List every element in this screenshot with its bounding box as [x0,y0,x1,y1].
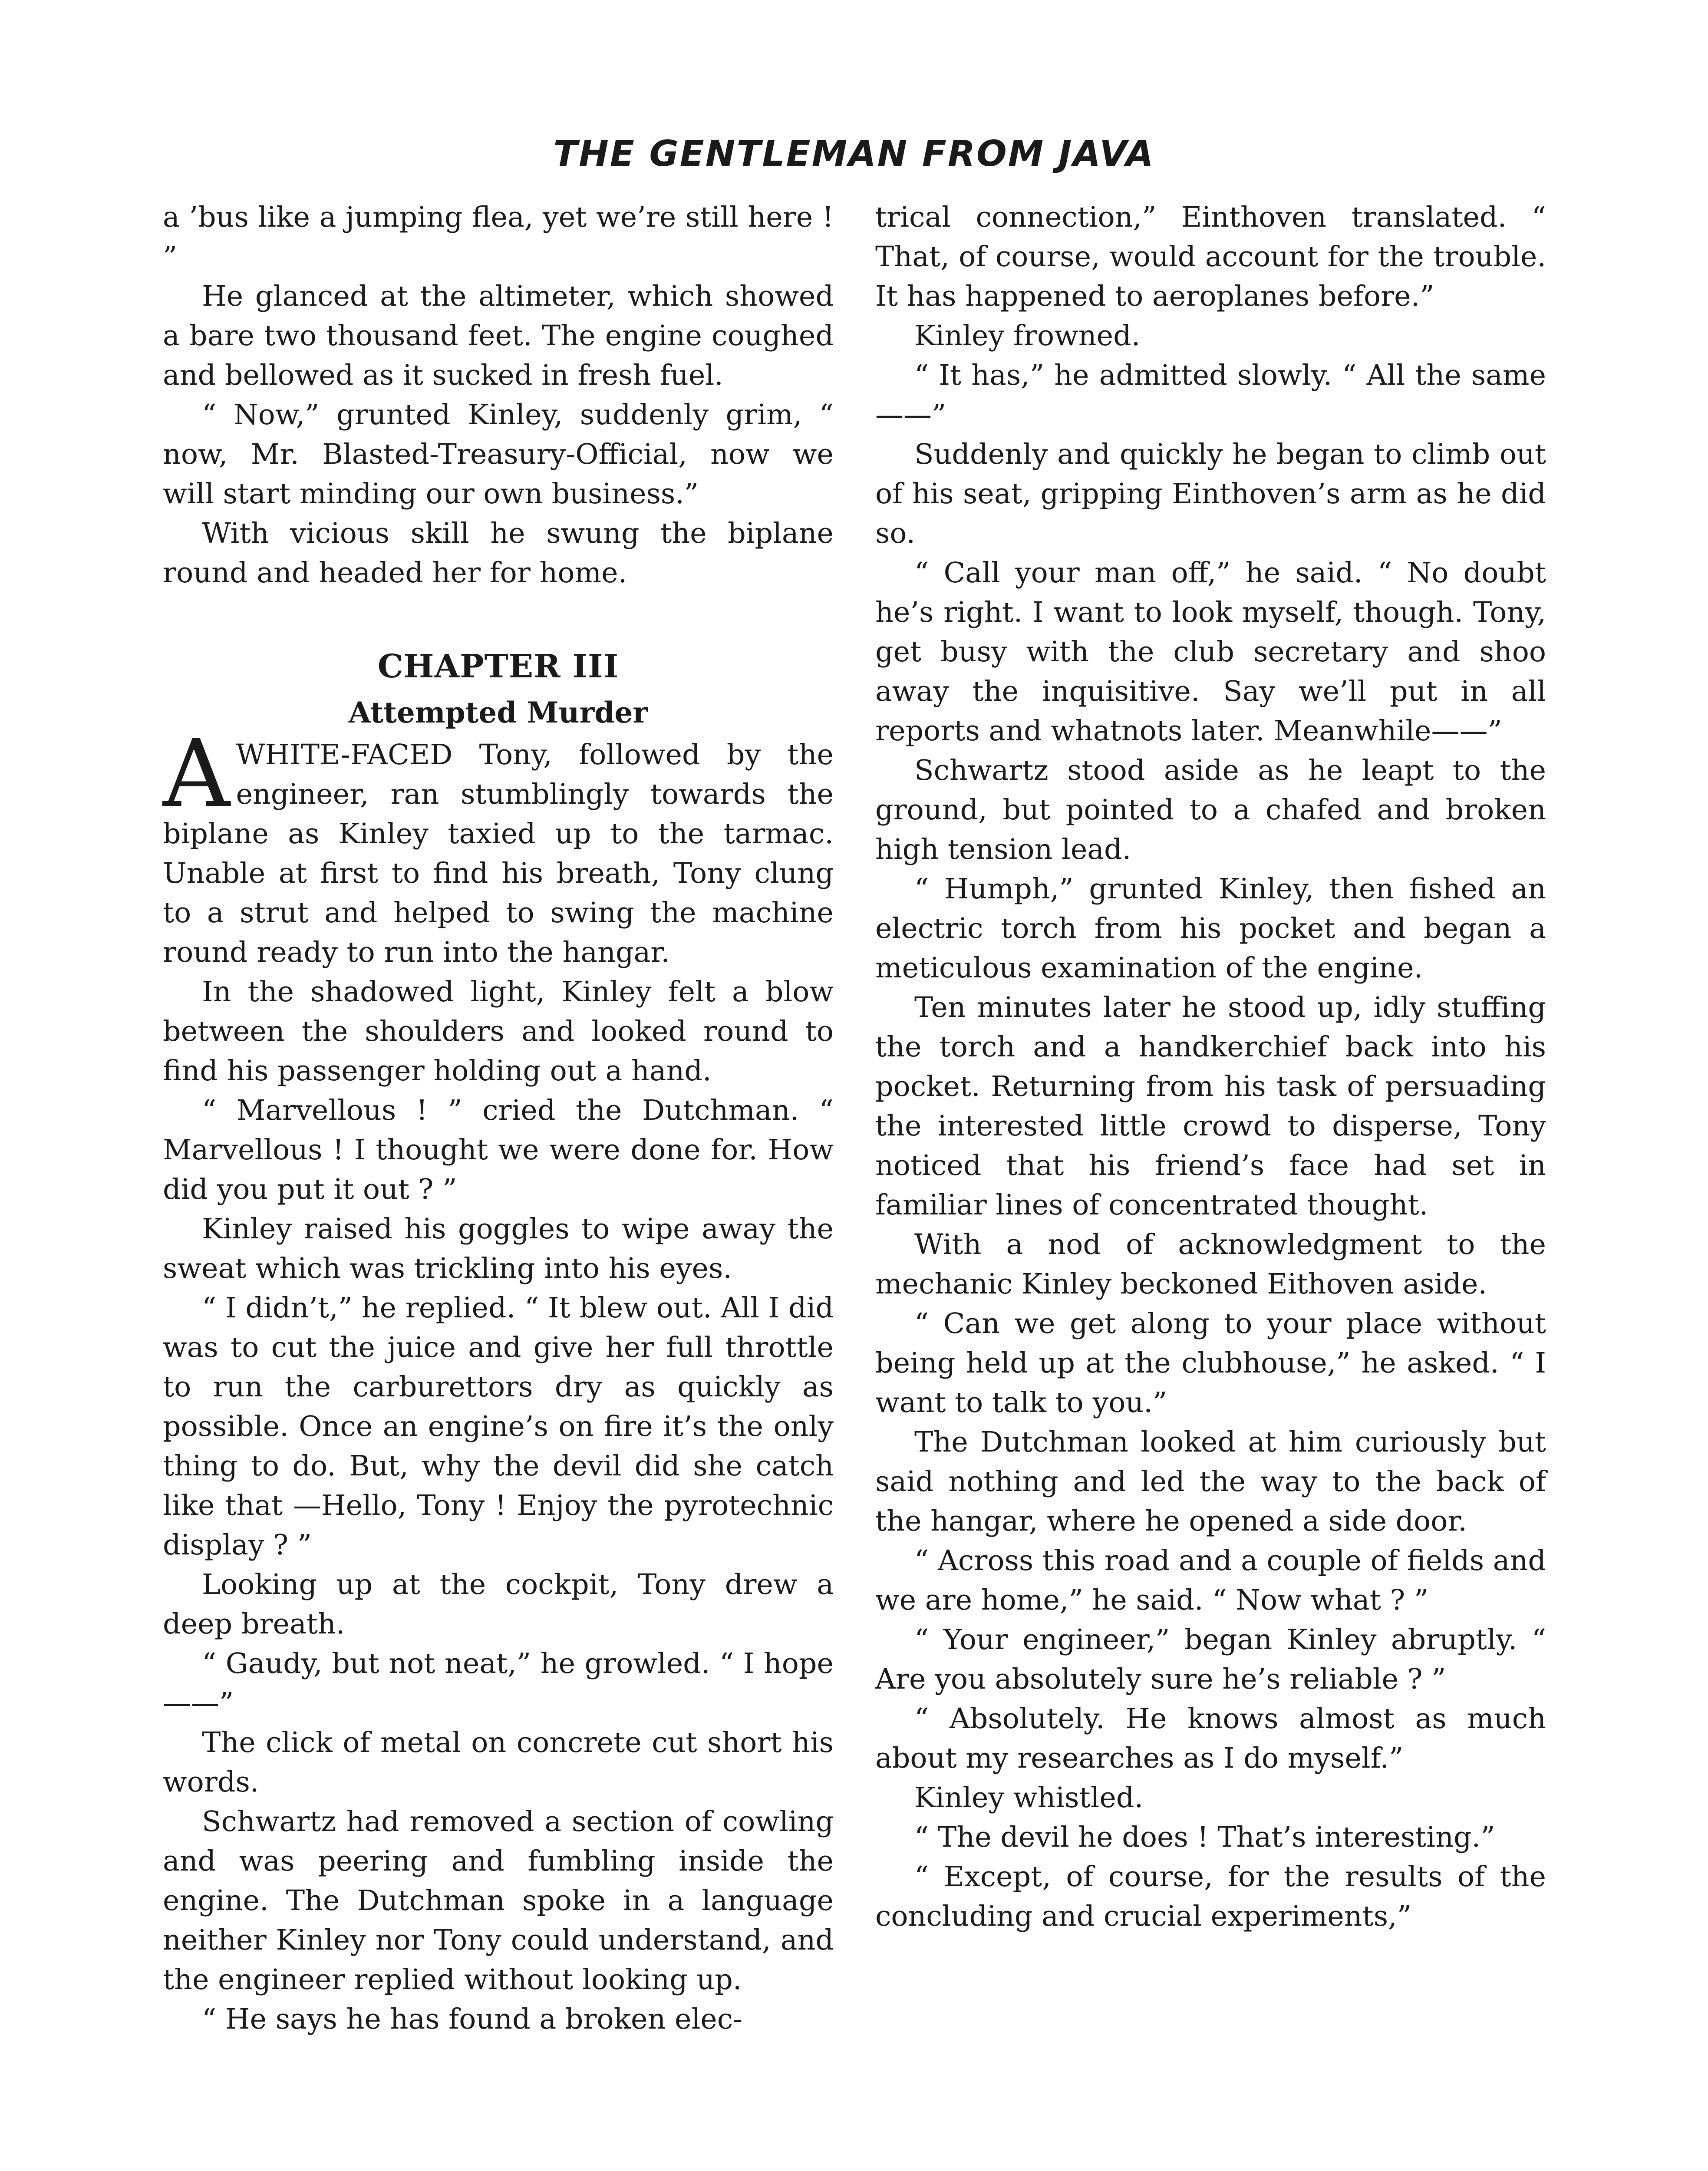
paragraph: “ Humph,” grunted Kinley, then fished an electric torch from his pocket and began a meticulous examination of the engine. [875,873,1546,984]
paragraph: “ I didn’t,” he replied. “ It blew out. All I did was to cut the juice and give her full throttle to run the carburettors dry as quickly as possible. Once an engine’s on fire it’s the only thing to do. But, why the devil did she catch like that —Hello, Tony ! Enjoy the pyrotechnic display ? ” [163,1292,834,1561]
chapter-opening-paragraph [163,720,834,972]
paragraph: Schwartz stood aside as he leapt to the ground, but pointed to a chafed and broken high tension lead. [875,754,1546,866]
opening-lead-word: WHITE-FACED [236,739,453,771]
paragraph: “ Marvellous ! ” cried the Dutchman. “ Marvellous ! I thought we were done for. How did you put it out ? ” [163,1094,834,1206]
running-header: THE GENTLEMAN FROM JAVA [553,133,1155,175]
paragraph: The Dutchman looked at him curiously but said nothing and led the way to the back of the hangar, where he opened a side door. [875,1426,1546,1538]
right-column [875,198,1546,1936]
paragraph: “ The devil he does ! That’s interesting.” [914,1821,1495,1854]
paragraph: Ten minutes later he stood up, idly stuffing the torch and a handkerchief back into his pocket. Returning from his task of persuading the interested little crowd to disperse, Tony noticed that his friend’s face had set in familiar lines of concentrated thought. [875,991,1546,1221]
paragraph: “ Your engineer,” began Kinley abruptly. “ Are you absolutely sure he’s reliable ? ” [875,1623,1546,1696]
paragraph: a ’bus like a jumping flea, yet we’re still here ! ” [163,201,834,273]
paragraph: “ Across this road and a couple of fields and we are home,” he said. “ Now what ? ” [875,1544,1546,1617]
paragraph: Kinley raised his goggles to wipe away the sweat which was trickling into his eyes. [163,1213,834,1285]
chapter-subtitle: Attempted Murder [348,696,648,729]
paragraph: The click of metal on concrete cut short his words. [163,1726,834,1798]
paragraph: “ It has,” he admitted slowly. “ All the same——” [875,359,1546,431]
paragraph: “ Can we get along to your place without being held up at the clubhouse,” he asked. “ I want to talk to you.” [875,1307,1546,1419]
left-paragraphs-after-chapter [163,972,834,2039]
left-column [163,198,834,2039]
paragraph: “ Now,” grunted Kinley, suddenly grim, “ now, Mr. Blasted-Treasury-Official, now we will start minding our own business.” [163,399,834,510]
paragraph: trical connection,” Einthoven translated. “ That, of course, would account for the trouble. It has happened to aeroplanes before.” [875,201,1546,313]
paragraph: Looking up at the cockpit, Tony drew a deep breath. [163,1568,834,1640]
paragraph: With vicious skill he swung the biplane round and headed her for home. [163,517,834,589]
paragraph: Kinley frowned. [914,320,1141,352]
paragraph: “ Call your man off,” he said. “ No doubt he’s right. I want to look myself, though. Tony, get busy with the club secretary and shoo away the inquisitive. Say we’ll put in all reports and whatnots later. Meanwhile——” [875,557,1546,747]
paragraph: In the shadowed light, Kinley felt a blow between the shoulders and looked round to find his passenger holding out a hand. [163,976,834,1087]
paragraph: “ Gaudy, but not neat,” he growled. “ I hope——” [163,1647,834,1719]
chapter-number: CHAPTER III [377,648,619,685]
paragraph: Kinley whistled. [914,1782,1144,1814]
paragraph: Suddenly and quickly he began to climb out of his seat, gripping Einthoven’s arm as he did so. [875,438,1546,550]
paragraph: “ He says he has found a broken elec- [202,2003,743,2036]
left-paragraphs-before-chapter [163,198,834,593]
opening-paragraph-text: Tony, followed by the engineer, ran stumblingly towards the biplane as Kinley taxied up to the tarmac. Unable at first to find his breath, Tony clung to a strut and helped to swing the machine round ready to run into the hangar. [163,739,834,969]
paragraph: Schwartz had removed a section of cowling and was peering and fumbling inside the engine. The Dutchman spoke in a language neither Kinley nor Tony could understand, and the engineer replied without looking up. [163,1805,834,1996]
right-paragraphs [875,198,1546,1936]
paragraph: “ Absolutely. He knows almost as much about my researches as I do myself.” [875,1702,1546,1775]
paragraph: With a nod of acknowledgment to the mechanic Kinley beckoned Eithoven aside. [875,1228,1546,1300]
paragraph: “ Except, of course, for the results of the concluding and crucial experiments,” [875,1861,1546,1933]
paragraph: He glanced at the altimeter, which showed a bare two thousand feet. The engine coughed and bellowed as it sucked in fresh fuel. [163,280,834,392]
drop-cap-letter: A [163,720,230,828]
